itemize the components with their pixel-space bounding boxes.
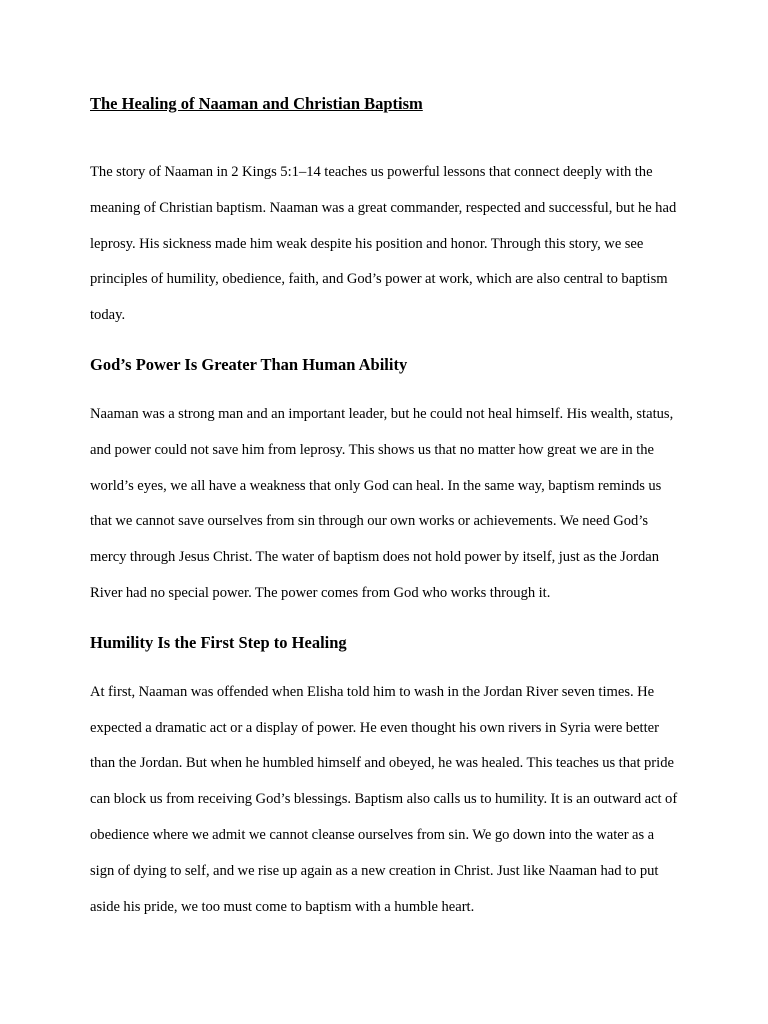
intro-paragraph: The story of Naaman in 2 Kings 5:1–14 teaches us powerful lessons that connect deeply with the meaning of Christian baptism. Naaman was a great commander, respected and successful, but he had leprosy. His sickness made him weak despite his position and honor. Through this story, we see principles of humility, obedience, faith, and God’s power at work, which are also central to baptism today. [90,164,677,324]
document-body [90,92,680,925]
section-heading-gods-power: God’s Power Is Greater Than Human Ability [90,354,408,374]
spacer [90,612,680,631]
spacer [90,334,680,353]
spacer [90,377,680,397]
section-heading-humility: Humility Is the First Step to Healing [90,632,347,652]
spacer [90,116,680,155]
document-title: The Healing of Naaman and Christian Baptism [90,94,423,113]
spacer [90,655,680,675]
section-paragraph-gods-power: Naaman was a strong man and an important leader, but he could not heal himself. His wealth, status, and power could not save him from leprosy. This shows us that no matter how great we are in the world’s eyes, we all have a weakness that only God can heal. In the same way, baptism reminds us that we cannot save ourselves from sin through our own works or achievements. We need God’s mercy through Jesus Christ. The water of baptism does not hold power by itself, just as the Jordan River had no special power. The power comes from God who works through it. [90,405,674,601]
section-paragraph-humility: At first, Naaman was offended when Elisha told him to wash in the Jordan River seven times. He expected a dramatic act or a display of power. He even thought his own rivers in Syria were better than the Jordan. But when he humbled himself and obeyed, he was healed. This teaches us that pride can block us from receiving God’s blessings. Baptism also calls us to humility. It is an outward act of obedience where we admit we cannot cleanse ourselves from sin. We go down into the water as a sign of dying to self, and we rise up again as a new creation in Christ. Just like Naaman had to put aside his pride, we too must come to baptism with a humble heart. [90,683,678,915]
